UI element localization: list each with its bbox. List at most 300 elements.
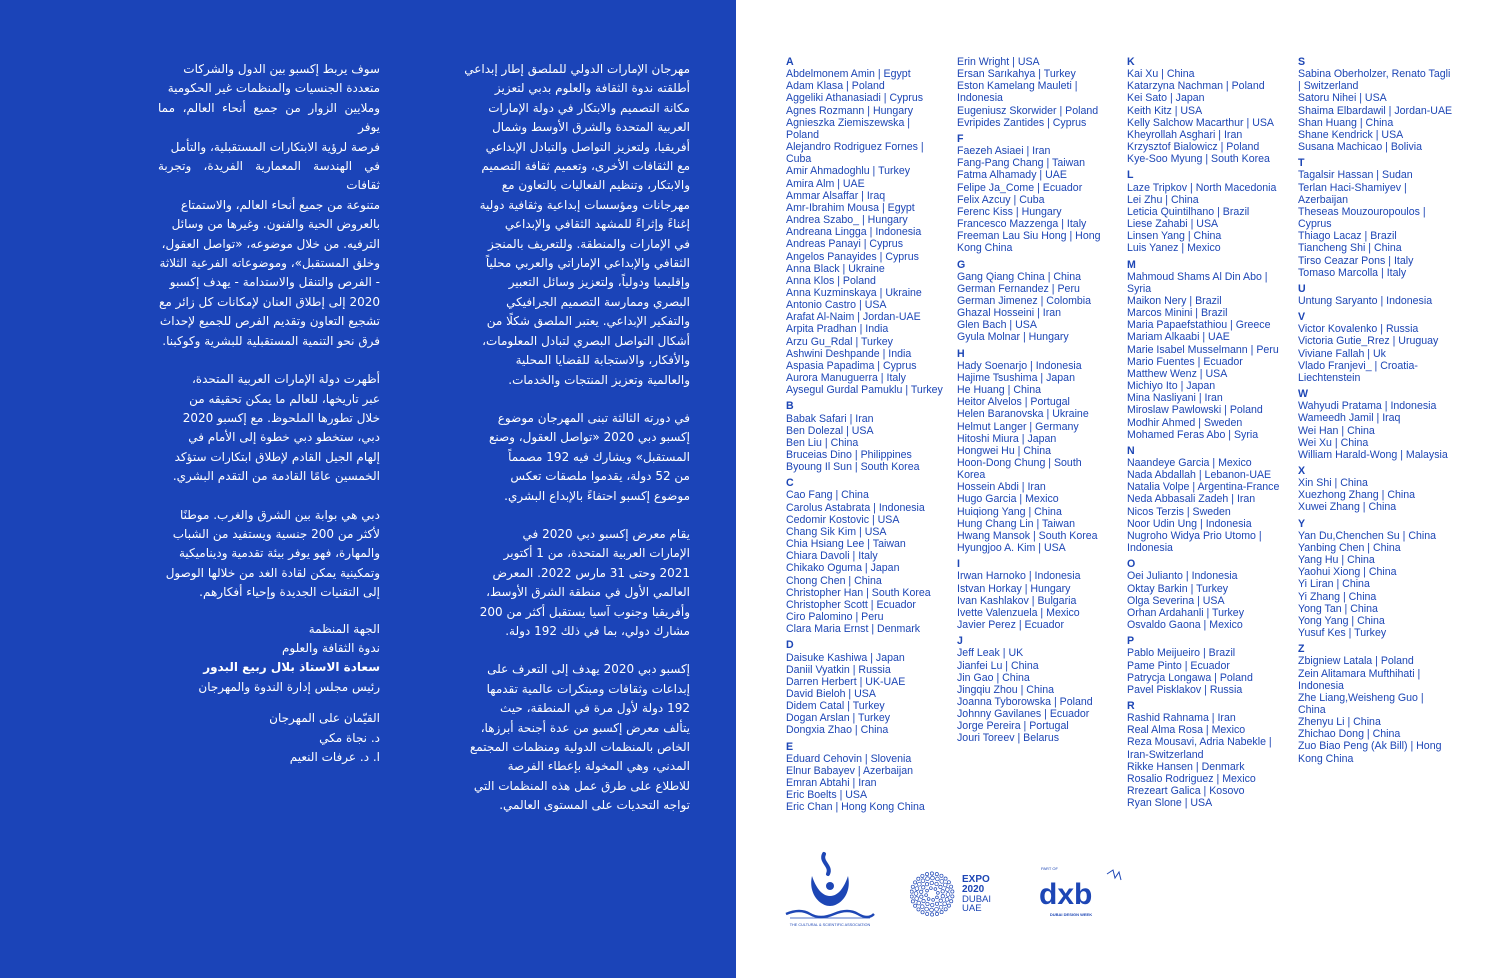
designer-entry: Maikon Nery | Brazil [1127,294,1222,307]
designer-entry: Mohamed Feras Abo | Syria [1127,428,1259,441]
designer-entry: Hady Soenarjo | Indonesia [957,359,1082,372]
designer-entry: Jouri Toreev | Belarus [957,732,1060,745]
text-line: في الهندسة المعمارية الفريدة، وتجربة ثقافات [158,159,380,193]
designer-entry: Thiago Lacaz | Brazil [1298,230,1397,243]
designer-entry: Freeman Lau Siu Hong | Hong [957,230,1101,243]
text-line: مكانة التصميم والابتكار في دولة الإمارات [488,100,690,115]
text-line: 192 دولة لأول مرة في المنطقة، حيث [499,701,690,716]
curator-name: د. نجاة مكي [319,730,380,745]
designer-entry: Eric Boelts | USA [786,789,868,802]
text-line: دبي، ستخطو دبي خطوة إلى الأمام في [188,430,380,445]
designer-entry: Kheyrollah Asghari | Iran [1127,128,1243,141]
text-line: للاطلاع على طرق عمل هذه المنظمات التي [473,778,690,793]
designer-entry: Antonio Castro | USA [786,299,887,312]
designer-entry: Kye-Soo Myung | South Korea [1127,153,1270,166]
designer-entry: Yan Du,Chenchen Su | China [1298,529,1437,542]
text-line: إكسبو دبي 2020 «تواصل العقول، وصنع [488,430,690,445]
dubai-design-week-logo [1035,864,1130,924]
designer-entry: Marie Isabel Musselmann | Peru [1127,343,1279,356]
text-line: أظهرت دولة الإمارات العربية المتحدة، [191,372,380,387]
designer-entry: Chang Sik Kim | USA [786,525,887,538]
alphabet-heading: B [786,400,794,413]
designer-entry: Huiqiong Yang | China [957,505,1062,518]
designer-entry: Yi Liran | China [1298,578,1370,591]
designer-entry: Hung Chang Lin | Taiwan [957,517,1075,530]
text-line: في الإمارات والمنطقة. وللتعريف بالمنجز [488,236,690,251]
designer-entry: Hwang Mansok | South Korea [957,529,1098,542]
designer-entry: Cyprus [1298,218,1332,231]
expo-line: UAE [962,903,982,914]
designer-entry: Hyungjoo A. Kim | USA [957,542,1066,555]
expo-line: DUBAI [962,894,992,905]
text-line: المستقبل» ويشارك فيه 192 مصمماً [508,449,690,464]
designer-entry: Eric Chan | Hong Kong China [786,801,925,814]
text-line: البصري وممارسة التصميم الجرافيكي [506,294,690,309]
designer-entry: Kei Sato | Japan [1127,92,1205,105]
designer-entry: Zhe Liang,Weisheng Guo | [1298,691,1424,704]
alphabet-heading: U [1298,282,1306,295]
designer-entry: Neda Abbasali Zadeh | Iran [1127,493,1256,506]
designer-entry: Indonesia [957,92,1003,105]
designer-entry: Hugo Garcia | Mexico [957,493,1059,506]
alphabet-heading: G [957,258,966,271]
designer-entry: Hossein Abdi | Iran [957,481,1046,494]
designer-entry: Andreana Lingga | Indonesia [786,226,922,239]
designer-entry: Eduard Cehovin | Slovenia [786,752,912,765]
designer-entry: Ferenc Kiss | Hungary [957,205,1062,218]
designer-entry: Andrea Szabo_ | Hungary [786,214,908,227]
designer-entry: Katarzyna Nachman | Poland [1127,80,1265,93]
designer-entry: Eston Kamelang Mauleti | [957,80,1078,93]
designer-entry: Kong China [1298,752,1354,765]
designer-entry: Rashid Rahnama | Iran [1127,712,1236,725]
designer-entry: Carolus Astabrata | Indonesia [786,501,925,514]
designer-entry: Babak Safari | Iran [786,412,874,425]
designer-entry: Cao Fang | China [786,489,869,502]
text-line: أشكال التواصل البصري لتبادل المعلومات، [482,333,690,348]
designer-entry: Modhir Ahmed | Sweden [1127,416,1243,429]
designer-entry: Zhichao Dong | China [1298,728,1401,741]
text-line: تواجه التحديات على المستوى العالمي. [499,798,690,813]
designer-entry: Ivan Kashlakov | Bulgaria [957,594,1077,607]
designer-entry: Amir Ahmadoghlu | Turkey [786,165,911,178]
alphabet-heading: Y [1298,517,1306,530]
arabic-paragraph [432,409,690,506]
designer-entry: Patrycja Longawa | Poland [1127,671,1253,684]
designer-entry: Yusuf Kes | Turkey [1298,627,1387,640]
designer-entry: Agnes Rozmann | Hungary [786,104,914,117]
arabic-paragraph [158,60,380,351]
designer-entry: Emran Abtahi | Iran [786,777,877,790]
expo-ring-icon [910,872,954,916]
designer-entry: Mariam Alkaabi | UAE [1127,331,1230,344]
designer-entry: Viviane Fallah | Uk [1298,347,1386,360]
text-line: والعالمية وتعزيز المنتجات والخدمات. [508,372,690,387]
designer-entry: Didem Catal | Turkey [786,700,885,713]
text-line: - الفرص والتنقل والاستدامة - يهدف إكسبو [169,275,380,290]
text-line: يقام معرض إكسبو دبي 2020 في [522,526,690,541]
designer-entry: Shaima Elbardawil | Jordan-UAE [1298,104,1453,117]
text-line: تشجيع التعاون وتقديم الفرص للجميع لإحداث [159,314,380,329]
designer-entry: Krzysztof Bialowicz | Poland [1127,141,1260,154]
designer-entry: Shane Kendrick | USA [1298,128,1404,141]
designer-entry: Jingqiu Zhou | China [957,683,1054,696]
designer-entry: Wahyudi Pratama | Indonesia [1298,400,1437,413]
alphabet-heading: L [1127,169,1134,182]
organizer-name: ندوة الثقافة والعلوم [281,640,380,655]
designer-entry: Nugroho Widya Prio Utomo | [1127,529,1262,542]
designer-entry: Natalia Volpe | Argentina-France [1127,481,1280,494]
chairman-name: سعادة الاستاذ بلال ربيع البدور [203,660,380,675]
designer-entry: Fang-Pang Chang | Taiwan [957,157,1085,170]
designer-entry: Daisuke Kashiwa | Japan [786,651,905,664]
designer-entry: Pame Pinto | Ecuador [1127,659,1230,672]
designer-entry: Heitor Alvelos | Portugal [957,396,1070,409]
designer-entry: Hitoshi Miura | Japan [957,432,1057,445]
designer-entry: Clara Maria Ernst | Denmark [786,623,921,636]
designer-entry: Rikke Hansen | Denmark [1127,760,1245,773]
text-line: من 52 دولة، يقدموا ملصقات تعكس [510,469,690,484]
alphabet-heading: C [786,477,794,490]
designer-entry: Olga Severina | USA [1127,594,1225,607]
designer-entry: Ben Dolezal | USA [786,424,874,437]
text-line: وإقليميا ودولياً، ولتعزيز وسائل التعبير [508,275,690,290]
designer-entry: Evripides Zantides | Cyprus [957,116,1087,129]
designer-entry: Rrezeart Galica | Kosovo [1127,785,1245,798]
alphabet-heading: Z [1298,643,1305,656]
designer-entry: Linsen Yang | China [1127,230,1222,243]
designer-entry: Untung Saryanto | Indonesia [1298,294,1433,307]
designer-entry: Mahmoud Shams Al Din Abo | [1127,270,1268,283]
designer-entry: Anna Kuzminskaya | Ukraine [786,286,922,299]
designer-entry: Jeff Leak | UK [957,647,1024,660]
designer-entry: William Harald-Wong | Malaysia [1298,448,1448,461]
designer-entry: Istvan Horkay | Hungary [957,582,1071,595]
designer-entry: Mario Fuentes | Ecuador [1127,355,1243,368]
designer-entry: David Bieloh | USA [786,687,876,700]
text-line: إبداعات وثقافات ومبتكرات عالمية تقدمها [486,681,690,696]
text-line: إلهام الجيل القادم لإطلاق ابتكارات ستؤكد [174,449,380,464]
designer-entry: Ivette Valenzuela | Mexico [957,606,1080,619]
alphabet-heading: W [1298,388,1308,401]
designer-entry: Daniil Vyatkin | Russia [786,663,891,676]
designer-entry: Naandeye Garcia | Mexico [1127,457,1252,469]
designer-entry: Victoria Gutie_Rrez | Uruguay [1298,335,1439,348]
text-line: لأكثر من 200 جنسية ويستفيد من الشباب [172,526,380,541]
text-line: في دورته الثالثة تبنى المهرجان موضوع [497,410,690,425]
text-line: الترفيه. من خلال موضوعه، «تواصل العقول، [161,236,380,251]
designer-entry: Agnieszka Ziemiszewska | [786,116,911,129]
designer-list-column-3 [1127,56,1295,809]
text-line: وخلق المستقبل»، وموضوعاته الفرعية الثلاثة [159,256,380,271]
designer-entry: Erin Wright | USA [957,56,1040,68]
designer-entry: Xuwei Zhang | China [1298,501,1397,514]
designer-entry: Yanbing Chen | China [1298,541,1401,554]
designer-entry: Zuo Biao Peng (Ak Bill) | Hong [1298,740,1442,753]
text-line: وأفريقيا وجنوب آسيا يستقبل أكثر من 200 [479,604,690,619]
designer-entry: Eugeniusz Skorwider | Poland [957,104,1099,117]
expo-line: 2020 [962,884,985,895]
designer-entry: Byoung Il Sun | South Korea [786,461,920,474]
designer-entry: Jin Gao | China [957,671,1030,684]
designer-entry: Christopher Han | South Korea [786,586,931,599]
alphabet-heading: P [1127,635,1135,648]
designer-entry: Arafat Al-Naim | Jordan-UAE [786,311,921,324]
arabic-paragraph [158,370,380,486]
dxb-caption: DUBAI DESIGN WEEK [1049,912,1093,917]
designer-entry: Adam Klasa | Poland [786,80,885,93]
cultural-association-logo [780,848,880,930]
alphabet-heading: K [1127,56,1135,68]
curator-name: ا. د. عرفات النعيم [289,750,380,764]
designer-entry: Amira Alm | UAE [786,177,865,190]
designer-entry: Chong Chen | China [786,574,882,587]
designer-entry: Cedomir Kostovic | USA [786,513,900,526]
designer-entry: Elnur Babayev | Azerbaijan [786,764,914,777]
curators-label: القيّمان على المهرجان [269,711,380,726]
curators-block [158,709,380,767]
designer-entry: Ersan Sarıkahya | Turkey [957,68,1076,81]
designer-entry: Tirso Ceazar Pons | Italy [1298,254,1414,267]
designer-entry: Luis Yanez | Mexico [1127,242,1221,255]
designer-entry: Gyula Molnar | Hungary [957,331,1069,344]
designer-entry: Reza Mousavi, Adria Nabekle | [1127,736,1272,749]
alphabet-heading: V [1298,311,1306,324]
alphabet-heading: R [1127,699,1135,712]
text-line: مشارك دولي، بما في ذلك 192 دولة. [505,623,690,638]
designer-entry: Yi Zhang | China [1298,590,1377,603]
designer-entry: Ryan Slone | USA [1127,797,1213,810]
designer-entry: Helmut Langer | Germany [957,420,1079,433]
text-line: مهرجانات ومؤسسات إبداعية وثقافية دولية [479,197,690,212]
text-line: الإمارات العربية المتحدة، من 1 أكتوبر [503,546,690,561]
text-line: مهرجان الإمارات الدولي للملصق إطار إبداعي [464,62,690,76]
designer-entry: Kelly Salchow Macarthur | USA [1127,116,1274,129]
designer-entry: Jorge Pereira | Portugal [957,720,1069,733]
text-line: والابتكار، وتنظيم الفعاليات بالتعاون مع [501,178,690,193]
designer-entry: Keith Kitz | USA [1127,104,1203,117]
designer-entry: Nicos Terzis | Sweden [1127,505,1231,518]
designer-entry: Zein Alitamara Mufthihati | [1298,667,1421,680]
designer-entry: Bruceias Dino | Philippines [786,449,912,461]
designer-entry: Shan Huang | China [1298,116,1394,129]
designer-entry: Nada Abdallah | Lebanon-UAE [1127,469,1272,482]
dxb-wordmark: dxb [1039,878,1093,911]
alphabet-heading: H [957,347,965,360]
sponsor-logos [780,840,1180,930]
text-line: مع الثقافات الأخرى، وتعميم ثقافة التصميم [481,159,690,174]
arabic-paragraph [432,525,690,641]
text-line: العربية المتحدة والشرق الأوسط وشمال [492,120,690,135]
designer-entry: Hajime Tsushima | Japan [957,371,1075,384]
designer-entry: Oei Julianto | Indonesia [1127,570,1238,583]
designer-list-column-1 [786,56,954,814]
designer-entry: Noor Udin Ung | Indonesia [1127,517,1252,530]
alphabet-heading: N [1127,444,1135,457]
designer-entry: Aysegul Gurdal Pamuklu | Turkey [786,384,943,397]
designer-entry: Abdelmonem Amin | Egypt [786,68,911,81]
designer-entry: Aurora Manuguerra | Italy [786,372,906,385]
designer-entry: Indonesia [1298,679,1344,692]
designer-entry: Syria [1127,282,1152,295]
text-line: متعددة الجنسيات والمنظمات غير الحكومية [167,81,380,96]
designer-entry: Pablo Meijueiro | Brazil [1127,647,1236,660]
designer-entry: Yong Tan | China [1298,602,1378,615]
designer-entry: Aggeliki Athanasiadi | Cyprus [786,92,924,105]
designer-entry: China [1298,703,1326,716]
alphabet-heading: J [957,635,963,648]
designer-entry: Theseas Mouzouropoulos | [1298,205,1426,218]
designer-entry: Alejandro Rodriguez Fornes | [786,141,924,154]
designer-entry: Anna Black | Ukraine [786,262,885,275]
text-line: وتمكينية يمكن لقادة الغد من خلالها الوصول [165,565,380,580]
alphabet-heading: I [957,558,960,571]
designer-entry: Dongxia Zhao | China [786,724,889,737]
designer-entry: Francesco Mazzenga | Italy [957,218,1087,231]
designer-entry: Miroslaw Pawlowski | Poland [1127,404,1263,417]
text-line: فرق نحو التنمية المستقبلية للبشرية وكوكبنا. [162,333,380,348]
designer-entry: Arpita Pradhan | India [786,323,889,336]
designer-entry: Ben Liu | China [786,436,859,449]
designer-entry: Zbigniew Latala | Poland [1298,655,1414,668]
designer-entry: Cuba [786,153,812,166]
designer-entry: Amr-Ibrahim Mousa | Egypt [786,201,915,214]
designer-entry: Xuezhong Zhang | China [1298,489,1416,502]
designer-entry: Hoon-Dong Chung | South [957,457,1082,469]
designer-entry: Michiyo Ito | Japan [1127,380,1216,393]
alphabet-heading: F [957,132,964,145]
designer-entry: Ghazal Hosseini | Iran [957,307,1062,320]
designer-entry: Johnny Gavilanes | Ecuador [957,708,1090,721]
designer-entry: Rosalio Rodriguez | Mexico [1127,772,1256,785]
designer-entry: Glen Bach | USA [957,319,1037,332]
text-line: يتألف معرض إكسبو من عدة أجنحة أبرزها، [480,720,690,735]
designer-entry: Susana Machicao | Bolivia [1298,141,1423,154]
designer-entry: Felix Azcuy | Cuba [957,193,1045,206]
designer-entry: Maria Papaefstathiou | Greece [1127,319,1271,332]
designer-entry: Darren Herbert | UK-UAE [786,675,906,688]
designer-entry: Chiara Davoli | Italy [786,550,878,563]
designer-entry: Orhan Ardahanli | Turkey [1127,606,1244,619]
alphabet-heading: X [1298,465,1306,477]
designer-entry: Dogan Arslan | Turkey [786,712,891,725]
designer-entry: Laze Tripkov | North Macedonia [1127,181,1277,194]
alphabet-heading: S [1298,56,1306,68]
text-line: الثقافي والإبداعي الإماراتي والعربي محلياً [485,256,690,271]
alphabet-heading: E [786,740,794,753]
designer-entry: German Jimenez | Colombia [957,294,1092,307]
text-line: 2021 وحتى 31 مارس 2022. المعرض [492,565,690,580]
text-line: إلى التقنيات الجديدة وإحياء أفكارهم. [199,585,380,600]
expo-2020-logo [910,870,1020,920]
text-line: دبي هي بوابة بين الشرق والغرب. موطنًا [179,507,380,522]
designer-entry: Javier Perez | Ecuador [957,619,1064,632]
designer-entry: Ammar Alsaffar | Iraq [786,189,886,202]
arabic-paragraph [432,60,690,390]
text-line: المدني، وهي المخولة بإعطاء الفرصة [507,759,690,774]
alphabet-heading: M [1127,258,1136,271]
designer-entry: Liese Zahabi | USA [1127,218,1219,231]
text-line: الخمسين عامًا القادمة من التقدم البشري. [172,469,380,484]
designer-entry: Zhenyu Li | China [1298,716,1381,729]
designer-entry: Marcos Minini | Brazil [1127,307,1228,320]
text-line: إكسبو دبي 2020 يهدف إلى التعرف على [487,662,690,677]
text-line: عبر تاريخها، للعالم ما يمكن تحقيقه من [189,391,380,406]
designer-entry: Indonesia [1127,542,1173,555]
designer-entry: Chia Hsiang Lee | Taiwan [786,538,906,551]
expo-line: EXPO [962,874,990,885]
designer-entry: German Fernandez | Peru [957,282,1080,295]
designer-entry: Aspasia Papadima | Cyprus [786,359,917,372]
designer-entry: Arzu Gu_Rdal | Turkey [786,335,893,348]
text-line: والأفكار، والاستجابة للقضايا المحلية [515,353,690,368]
arabic-column-left [432,60,690,835]
designer-entry: Hongwei Hu | China [957,444,1052,457]
designer-entry: Xin Shi | China [1298,477,1368,490]
text-line: متنوعة من جميع أنحاء العالم، والاستمتاع [180,197,380,212]
designer-entry: Wameedh Jamil | Iraq [1298,412,1401,425]
designer-entry: Andreas Panayi | Cyprus [786,238,903,251]
arabic-column-right [158,60,380,767]
designer-entry: Satoru Nihei | USA [1298,92,1387,105]
text-line: والتفكير الإبداعي. يعتبر الملصق شكلًا من [486,314,690,329]
alphabet-heading: A [786,56,794,68]
designer-entry: Angelos Panayides | Cyprus [786,250,919,263]
designer-entry: Chikako Oguma | Japan [786,562,900,575]
designer-list-column-4 [1298,56,1466,765]
designer-entry: Tagalsir Hassan | Sudan [1298,169,1413,182]
text-line: أطلقته ندوة الثقافة والعلوم بدبي لتعزيز [494,81,690,96]
designer-entry: Liechtenstein [1298,371,1361,384]
designer-entry: Wei Xu | China [1298,436,1369,449]
designer-entry: Victor Kovalenko | Russia [1298,323,1419,336]
text-line: الخاص بالمنظمات الدولية ومنظمات المجتمع [469,740,690,754]
text-line: خلال تطورها الملحوظ. مع إكسبو 2020 [182,410,380,425]
text-line: فرصة لرؤية الابتكارات المستقبلية، والتأمل [170,139,380,154]
designer-entry: Tomaso Marcolla | Italy [1298,266,1407,279]
text-line: سوف يربط إكسبو بين الدول والشركات [183,62,380,76]
designer-entry: Yaohui Xiong | China [1298,566,1397,579]
text-line: إغناءً وإثراءً للمشهد الثقافي والإبداعي [504,217,690,232]
designer-entry: Ciro Palomino | Peru [786,611,884,624]
designer-entry: Mina Nasliyani | Iran [1127,392,1223,405]
designer-entry: Fatma Alhamady | UAE [957,169,1067,182]
text-line: 2020 إلى إطلاق العنان لإمكانات كل زائر مع [158,294,380,309]
alphabet-heading: O [1127,558,1136,571]
designer-entry: Pavel Pisklakov | Russia [1127,683,1243,696]
designer-entry: Anna Klos | Poland [786,274,876,287]
designer-entry: Kong China [957,242,1013,255]
designer-entry: Kai Xu | China [1127,68,1195,81]
designer-entry: Matthew Wenz | USA [1127,367,1228,380]
designer-list-column-2 [957,56,1125,745]
arabic-paragraph [432,660,690,815]
text-line: بالعروض الحية والفنون. وغيرها من وسائل [171,217,380,232]
designer-entry: Wei Han | China [1298,424,1375,437]
text-line: موضوع إكسبو احتفاءً بالإبداع البشري. [504,488,690,503]
designer-entry: | Switzerland [1298,80,1359,93]
arabic-paragraph [158,506,380,603]
text-line: والمهارة، فهو يوفر بيئة تقدمية وديناميكية [179,546,380,561]
designer-entry: Jianfei Lu | China [957,659,1039,672]
designer-entry: Korea [957,469,986,482]
designer-entry: Helen Baranovska | Ukraine [957,408,1089,421]
designer-entry: Lei Zhu | China [1127,193,1199,206]
designer-entry: Gang Qiang China | China [957,270,1082,283]
designer-entry: Christopher Scott | Ecuador [786,598,916,611]
organizer-label: الجهة المنظمة [308,621,380,636]
organizer-block [158,620,380,698]
